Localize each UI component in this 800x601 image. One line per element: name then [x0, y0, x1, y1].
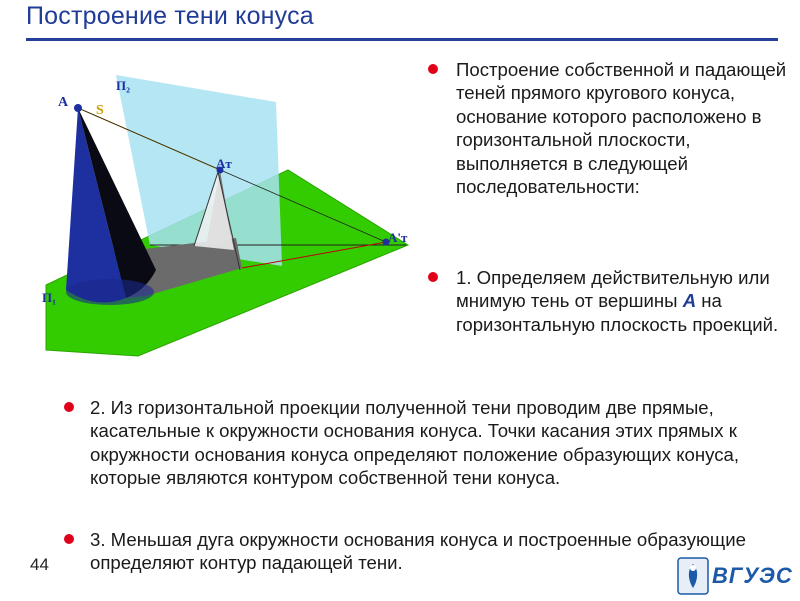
bullet-dot-1: [428, 64, 438, 74]
cone-base: [66, 279, 154, 305]
title-underline: [26, 38, 778, 41]
bullet-text-1: [456, 58, 791, 198]
bullet-3-text: 2. Из горизонтальной проекции полученной тени проводим две прямые, касательные к окружности основания конуса. Точки касания этих прямых к окружности основания конуса определяют положение образующих конуса, которые являются контуром собственной тени конуса.: [90, 397, 740, 489]
logo-emblem-icon: [676, 556, 710, 596]
bullet-1-text: Построение собственной и падающей теней прямого кругового конуса, основание которого расположено в горизонтальной плоскости, выполняется в следующей последовательности:: [456, 59, 787, 198]
pi2-label: П₂: [116, 78, 131, 93]
bullet-2-text: [456, 266, 796, 336]
at-label: Aт: [216, 156, 232, 171]
bullet-text-2: [456, 266, 796, 336]
bullet-2-suffix: на горизонтальную плоскость проекций.: [456, 290, 779, 335]
vertex-a-emphasis: А: [682, 290, 697, 312]
bullet-2-prefix: 1. Определяем действительную или мнимую тень от вершины: [456, 267, 770, 312]
at-prime-label: A'т: [388, 230, 408, 245]
pi1-label: П₁: [42, 290, 57, 305]
slide-title: Построение тени конуса: [26, 2, 314, 30]
page-number: 44: [30, 555, 49, 574]
vertex-label: A: [58, 95, 69, 110]
bullet-text-3: [90, 396, 780, 490]
s-label: S: [96, 103, 104, 118]
cone-shadow-figure: [36, 70, 416, 360]
bullet-4-text: 3. Меньшая дуга окружности основания конуса и построенные образующие определяют контур падающей тени.: [90, 529, 746, 574]
logo-text: ВГУЭС: [712, 563, 793, 588]
university-logo: [676, 556, 793, 596]
vertex-point: [74, 104, 82, 112]
bullet-dot-3: [64, 402, 74, 412]
bullet-dot-4: [64, 534, 74, 544]
bullet-dot-2: [428, 272, 438, 282]
